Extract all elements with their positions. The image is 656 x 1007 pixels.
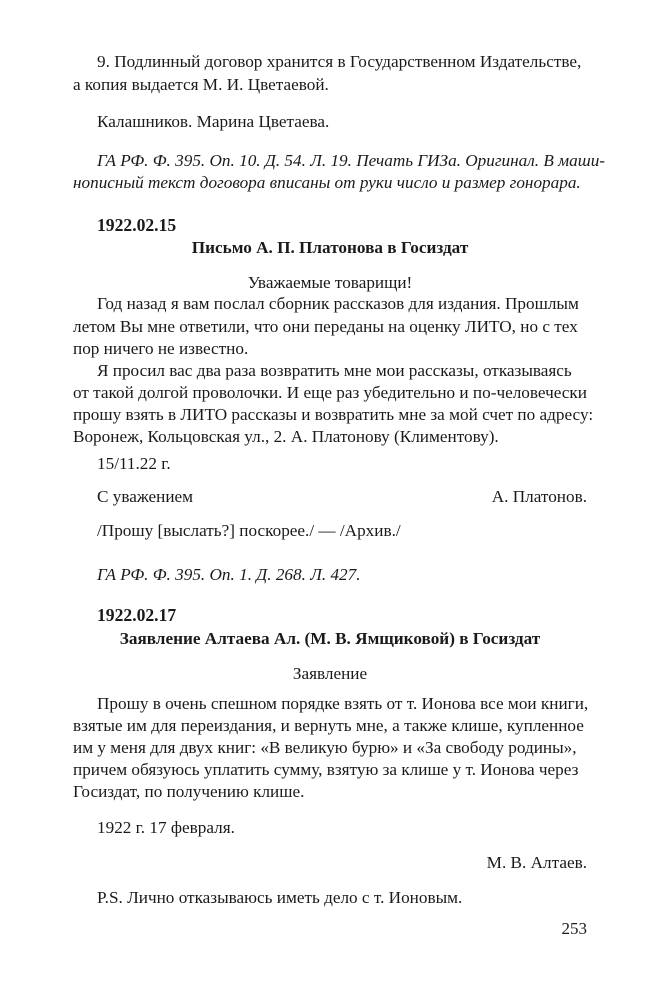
- letter-greeting: Уважаемые товарищи!: [247, 273, 413, 292]
- archive-source-line-2: нописный текст договора вписаны от руки число и размер гонорара.: [73, 173, 581, 192]
- document-heading-1: Письмо А. П. Платонова в Госиздат: [191, 238, 469, 257]
- archive-source: ГА РФ. Ф. 395. Оп. 1. Д. 268. Л. 427.: [97, 565, 361, 584]
- letter-signature: А. Платонов.: [491, 487, 587, 506]
- statement-paragraph-line: взятые им для переиздания, и вернуть мне, а также клише, купленное: [73, 716, 584, 735]
- page-number: 253: [561, 919, 587, 938]
- statement-paragraph-line: им у меня для двух книг: «В великую бурю» и «За свободу родины»,: [73, 738, 577, 757]
- letter-paragraph-2-line: прошу взять в ЛИТО рассказы и возвратить мне за мой счет по адресу:: [73, 405, 594, 424]
- statement-paragraph-line: Госиздат, по получению клише.: [73, 782, 305, 801]
- letter-paragraph-1-line: Год назад я вам послал сборник рассказов для издания. Прошлым: [97, 294, 579, 313]
- letter-paragraph-2-line: Воронеж, Кольцовская ул., 2. А. Платонову (Климентову).: [73, 427, 499, 446]
- contract-clause-line-1: 9. Подлинный договор хранится в Государственном Издательстве,: [97, 52, 582, 71]
- resolution-note: /Прошу [выслать?] поскорее./ — /Архив./: [97, 521, 401, 540]
- statement-signature: М. В. Алтаев.: [486, 853, 587, 872]
- contract-signatures: Калашников. Марина Цветаева.: [97, 112, 330, 131]
- document-date-1: 1922.02.15: [97, 215, 177, 235]
- archive-source-line-1: ГА РФ. Ф. 395. Оп. 10. Д. 54. Л. 19. Печать ГИЗа. Оригинал. В маши-: [97, 151, 606, 170]
- document-date-2: 1922.02.17: [97, 605, 177, 625]
- statement-date: 1922 г. 17 февраля.: [97, 818, 235, 837]
- statement-paragraph-line: Прошу в очень спешном порядке взять от т. Ионова все мои книги,: [97, 694, 589, 713]
- statement-title: Заявление: [292, 664, 368, 683]
- letter-closing: С уважением: [97, 487, 194, 506]
- letter-paragraph-2-line: от такой долгой проволочки. И еще раз убедительно и по-человечески: [73, 383, 587, 402]
- contract-clause-line-2: а копия выдается М. И. Цветаевой.: [73, 75, 329, 94]
- statement-paragraph-line: причем обязуюсь уплатить сумму, взятую за клише у т. Ионова через: [73, 760, 579, 779]
- letter-paragraph-2-line: Я просил вас два раза возвратить мне мои рассказы, отказываясь: [97, 361, 572, 380]
- postscript: P.S. Лично отказываюсь иметь дело с т. Ионовым.: [97, 888, 463, 907]
- letter-date: 15/11.22 г.: [97, 454, 171, 473]
- letter-paragraph-1-line: пор ничего не известно.: [73, 339, 249, 358]
- letter-paragraph-1-line: летом Вы мне ответили, что они переданы на оценку ЛИТО, но с тех: [73, 317, 578, 336]
- document-heading-2: Заявление Алтаева Ал. (М. В. Ямщиковой) в Госиздат: [119, 629, 541, 648]
